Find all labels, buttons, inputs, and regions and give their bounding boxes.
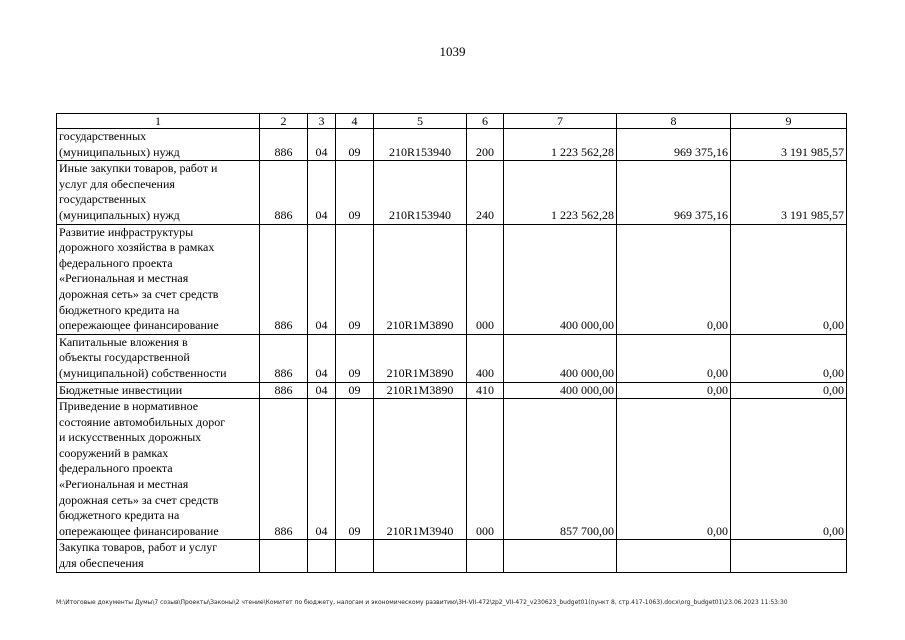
description-line: федерального проекта	[59, 255, 173, 270]
description-line: Приведение в нормативное	[59, 399, 199, 414]
table-row	[57, 334, 847, 382]
section-cell: 04	[308, 334, 336, 382]
amount-col9-cell	[731, 540, 847, 572]
amount-col7-cell: 400 000,00	[504, 334, 617, 382]
amount-col9-cell: 0,00	[731, 382, 847, 399]
section-cell	[308, 540, 336, 572]
table-row	[57, 540, 847, 572]
amount-col9-cell: 3 191 985,57	[731, 161, 847, 224]
column-header: 2	[260, 114, 308, 129]
description-line: Бюджетные инвестиции	[59, 382, 183, 397]
description-line: (муниципальной) собственности	[59, 365, 227, 380]
table-row	[57, 382, 847, 399]
table-row	[57, 399, 847, 540]
subsection-cell: 09	[336, 382, 374, 399]
description-line: «Региональная и местная	[59, 271, 189, 286]
table-row	[57, 161, 847, 224]
table-row	[57, 224, 847, 334]
description-line: и искусственных дорожных	[59, 430, 202, 445]
description-line: дорожная сеть» за счет средств	[59, 492, 219, 507]
admin-code-cell: 886	[260, 399, 308, 540]
admin-code-cell	[260, 540, 308, 572]
description-line: состояние автомобильных дорог	[59, 414, 226, 429]
amount-col9-cell: 3 191 985,57	[731, 129, 847, 161]
description-line: дорожного хозяйства в рамках	[59, 240, 215, 255]
admin-code-cell: 886	[260, 224, 308, 334]
amount-col9-cell: 0,00	[731, 399, 847, 540]
description-line: «Региональная и местная	[59, 477, 189, 492]
subsection-cell: 09	[336, 334, 374, 382]
footer-file-path: M:\Итоговые документы Думы\7 созыв\Проекты\Законы\2 чтение\Комитет по бюджету, налогам и экономическому развитию\3Н-VII-472\zp2_VII-472_v230623_budget01(пункт 8, стр.417-1063).docx\org_budget01\23.06.2023 11:53:30	[56, 599, 788, 606]
description-line: бюджетного кредита на	[59, 302, 180, 317]
amount-col7-cell: 400 000,00	[504, 382, 617, 399]
section-cell: 04	[308, 224, 336, 334]
column-header: 5	[374, 114, 467, 129]
column-header: 3	[308, 114, 336, 129]
amount-col8-cell: 969 375,16	[617, 129, 731, 161]
amount-col7-cell: 1 223 562,28	[504, 161, 617, 224]
expense-type-cell: 410	[467, 382, 504, 399]
target-article-cell: 210R1M3890	[374, 382, 467, 399]
subsection-cell	[336, 540, 374, 572]
admin-code-cell: 886	[260, 161, 308, 224]
description-line: дорожная сеть» за счет средств	[59, 286, 219, 301]
description-line: Капитальные вложения в	[59, 334, 188, 349]
admin-code-cell: 886	[260, 334, 308, 382]
amount-col9-cell: 0,00	[731, 334, 847, 382]
description-line: Иные закупки товаров, работ и	[59, 161, 218, 176]
row-description	[57, 129, 260, 161]
section-cell: 04	[308, 161, 336, 224]
amount-col7-cell: 1 223 562,28	[504, 129, 617, 161]
description-line: бюджетного кредита на	[59, 508, 180, 523]
expense-type-cell: 000	[467, 399, 504, 540]
amount-col8-cell	[617, 540, 731, 572]
target-article-cell	[374, 540, 467, 572]
expense-type-cell: 400	[467, 334, 504, 382]
page-number: 1039	[439, 44, 466, 59]
amount-col8-cell: 0,00	[617, 399, 731, 540]
row-description	[57, 224, 260, 334]
target-article-cell: 210R1M3940	[374, 399, 467, 540]
row-description	[57, 161, 260, 224]
description-line: объекты государственной	[59, 350, 190, 365]
column-header: 4	[336, 114, 374, 129]
subsection-cell: 09	[336, 399, 374, 540]
row-description	[57, 334, 260, 382]
column-header: 7	[504, 114, 617, 129]
table-row	[57, 129, 847, 161]
expense-type-cell	[467, 540, 504, 572]
row-description	[57, 399, 260, 540]
target-article-cell: 210R1M3890	[374, 334, 467, 382]
amount-col7-cell	[504, 540, 617, 572]
description-line: услуг для обеспечения	[59, 176, 175, 191]
budget-table	[56, 113, 847, 573]
amount-col7-cell: 400 000,00	[504, 224, 617, 334]
subsection-cell: 09	[336, 129, 374, 161]
target-article-cell: 210R153940	[374, 161, 467, 224]
table-header-row	[57, 114, 847, 129]
amount-col7-cell: 857 700,00	[504, 399, 617, 540]
expense-type-cell: 200	[467, 129, 504, 161]
description-line: Закупка товаров, работ и услуг	[59, 540, 218, 555]
description-line: государственных	[59, 192, 147, 207]
admin-code-cell: 886	[260, 382, 308, 399]
description-line: Развитие инфраструктуры	[59, 224, 194, 239]
description-line: сооружений в рамках	[59, 445, 169, 460]
expense-type-cell: 000	[467, 224, 504, 334]
description-line: опережающее финансирование	[59, 523, 219, 538]
row-description	[57, 382, 260, 399]
column-header: 8	[617, 114, 731, 129]
column-header: 1	[57, 114, 260, 129]
description-line: государственных	[59, 129, 147, 143]
column-header: 6	[467, 114, 504, 129]
description-line: (муниципальных) нужд	[59, 207, 180, 222]
amount-col9-cell: 0,00	[731, 224, 847, 334]
target-article-cell: 210R1M3890	[374, 224, 467, 334]
section-cell: 04	[308, 399, 336, 540]
amount-col8-cell: 969 375,16	[617, 161, 731, 224]
subsection-cell: 09	[336, 161, 374, 224]
section-cell: 04	[308, 382, 336, 399]
table-body	[57, 129, 847, 573]
description-line: для обеспечения	[59, 556, 144, 571]
admin-code-cell: 886	[260, 129, 308, 161]
row-description	[57, 540, 260, 572]
description-line: (муниципальных) нужд	[59, 144, 180, 159]
description-line: опережающее финансирование	[59, 318, 219, 333]
target-article-cell: 210R153940	[374, 129, 467, 161]
column-header: 9	[731, 114, 847, 129]
amount-col8-cell: 0,00	[617, 334, 731, 382]
description-line: федерального проекта	[59, 461, 173, 476]
section-cell: 04	[308, 129, 336, 161]
amount-col8-cell: 0,00	[617, 382, 731, 399]
subsection-cell: 09	[336, 224, 374, 334]
amount-col8-cell: 0,00	[617, 224, 731, 334]
expense-type-cell: 240	[467, 161, 504, 224]
